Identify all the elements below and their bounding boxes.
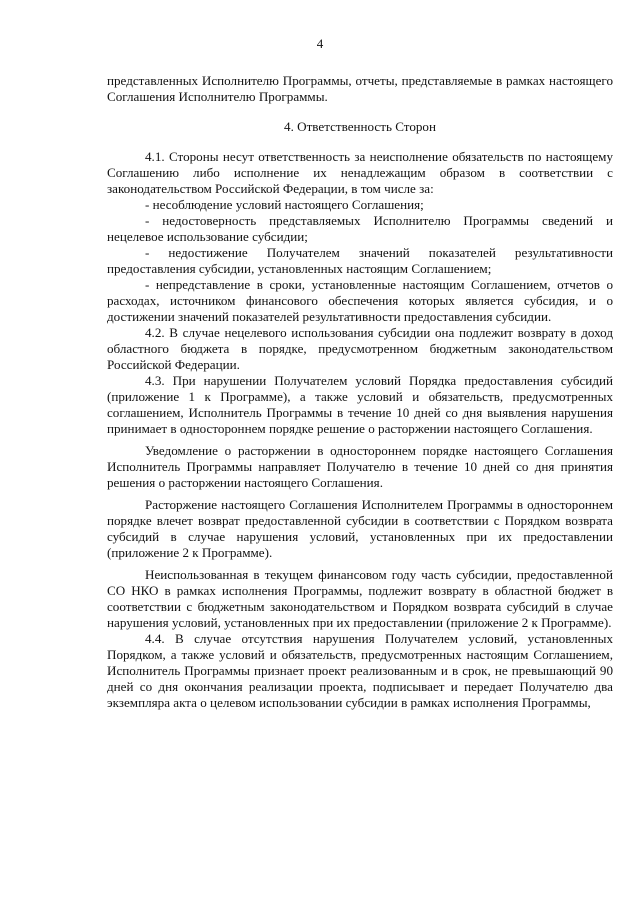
paragraph-4-3: 4.3. При нарушении Получателем условий Порядка предоставления субсидий (приложение 1 к Программе), а также условий и обязательств, предусмотренных соглашением, Исполнитель Программы в течение 10 дней со дня выявления нарушения принимает в одностороннем порядке решение о расторжении настоящего Соглашения. [107,373,613,436]
bullet-item: - недостижение Получателем значений показателей результативности предоставления субсидии, установленных настоящим Соглашением; [107,245,613,276]
page-number: 4 [316,36,324,51]
paragraph-4-2: 4.2. В случае нецелевого использования субсидии она подлежит возврату в доход областного бюджета в порядке, предусмотренном бюджетным законодательством Российской Федерации. [107,325,613,372]
document-body [107,73,613,711]
paragraph-4-1: 4.1. Стороны несут ответственность за неисполнение обязательств по настоящему Соглашению либо исполнение их ненадлежащим образом в соответствии с законодательством Российской Федерации, в том числе за: [107,149,613,196]
paragraph-unused-subsidy: Неиспользованная в текущем финансовом году часть субсидии, предоставленной СО НКО в рамках исполнения Программы, подлежит возврату в областной бюджет в соответствии с бюджетным законодательством и Порядком возврата субсидий в случае нарушения условий, установленных при их предоставлении (приложение 2 к Программе). [107,567,613,630]
paragraph-notice: Уведомление о расторжении в одностороннем порядке настоящего Соглашения Исполнитель Программы направляет Получателю в течение 10 дней со дня принятия решения о расторжении настоящего Соглашения. [107,443,613,490]
bullet-item: - недостоверность представляемых Исполнителю Программы сведений и нецелевое использование субсидии; [107,213,613,244]
paragraph-4-4: 4.4. В случае отсутствия нарушения Получателем условий, установленных Порядком, а также условий и обязательств, предусмотренных настоящим Соглашением, Исполнитель Программы признает проект реализованным и в срок, не превышающий 90 дней со дня окончания реализации проекта, подписывает и передает Получателю два экземпляра акта о целевом использовании субсидии в рамках исполнения Программы, [107,631,613,710]
paragraph-termination: Расторжение настоящего Соглашения Исполнителем Программы в одностороннем порядке влечет возврат предоставленной субсидии в соответствии с Порядком возврата субсидий в случае нарушения условий, установленных при их предоставлении (приложение 2 к Программе). [107,497,613,560]
section-title: 4. Ответственность Сторон [284,119,436,134]
intro-paragraph: представленных Исполнителю Программы, отчеты, представляемые в рамках настоящего Соглашения Исполнителю Программы. [107,73,613,104]
bullet-item: - непредставление в сроки, установленные настоящим Соглашением, отчетов о расходах, источником финансового обеспечения которых является субсидия, и о достижении значений показателей результативности предоставления субсидии. [107,277,613,324]
bullet-item: - несоблюдение условий настоящего Соглашения; [145,197,424,212]
